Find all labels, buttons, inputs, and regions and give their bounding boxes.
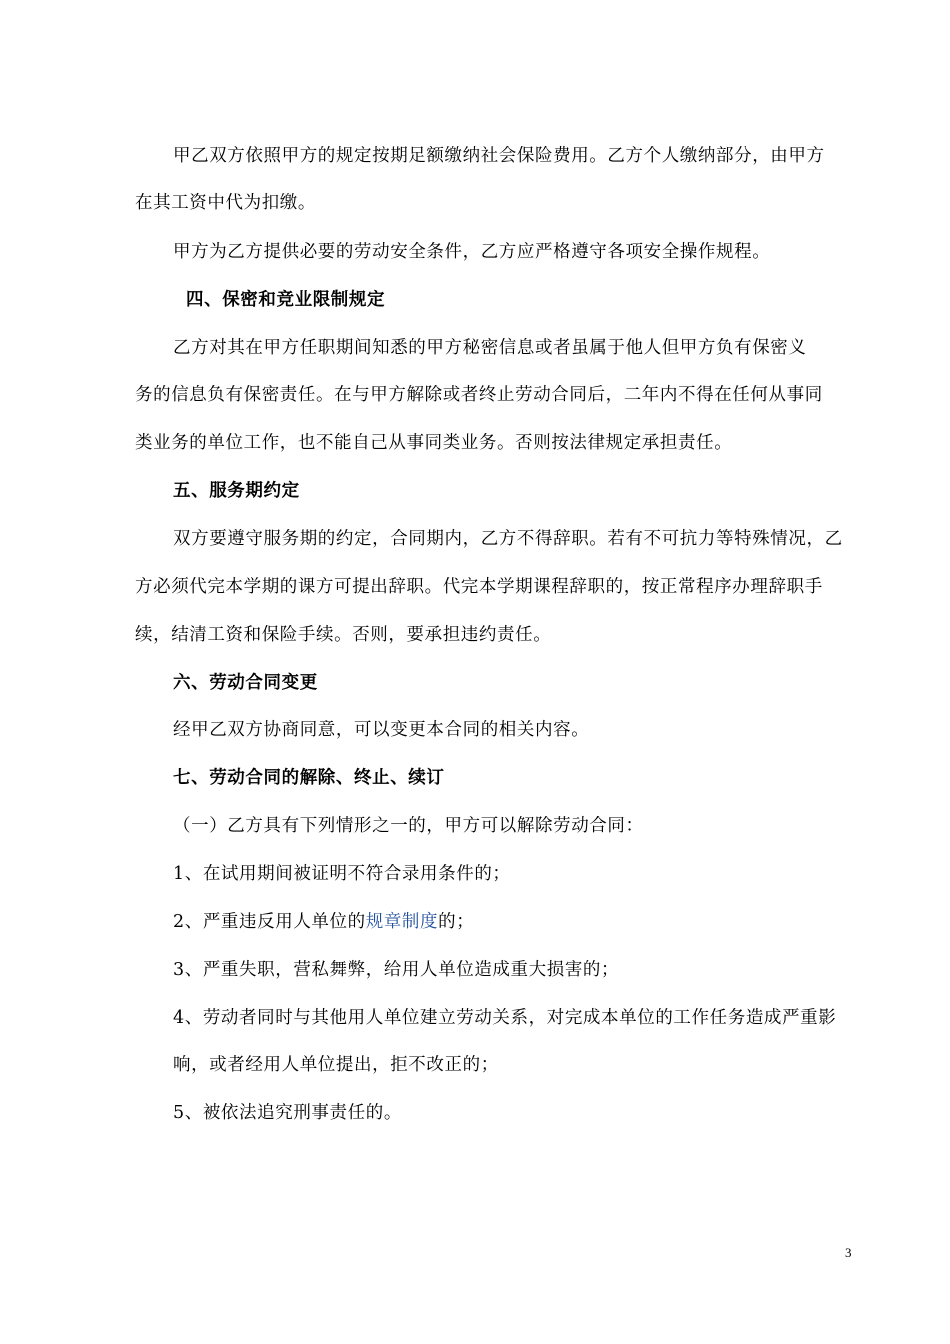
paragraph-line: 经甲乙双方协商同意，可以变更本合同的相关内容。 [173, 720, 590, 740]
rules-link[interactable]: 规章制度 [365, 912, 439, 932]
list-item-text: 的； [438, 912, 475, 932]
list-item-text: 2、严重违反用人单位的 [173, 912, 366, 932]
section-heading: 五、服务期约定 [173, 481, 300, 501]
paragraph-line: 甲方为乙方提供必要的劳动安全条件，乙方应严格遵守各项安全操作规程。 [173, 242, 771, 262]
paragraph-line: 务的信息负有保密责任。在与甲方解除或者终止劳动合同后，二年内不得在任何从事同 [135, 385, 823, 405]
paragraph-line: 甲乙双方依照甲方的规定按期足额缴纳社会保险费用。乙方个人缴纳部分，由甲方 [173, 146, 825, 166]
list-item [173, 910, 873, 934]
list-item: 3、严重失职，营私舞弊，给用人单位造成重大损害的； [173, 960, 620, 980]
section-heading: 六、劳动合同变更 [173, 673, 318, 693]
paragraph-line: 在其工资中代为扣缴。 [135, 193, 316, 213]
paragraph-line: 乙方对其在甲方任职期间知悉的甲方秘密信息或者虽属于他人但甲方负有保密义 [173, 338, 807, 358]
section-heading: 七、劳动合同的解除、终止、续订 [173, 768, 445, 788]
list-item: 响，或者经用人单位提出，拒不改正的； [173, 1055, 499, 1075]
paragraph-line: （一）乙方具有下列情形之一的，甲方可以解除劳动合同： [173, 816, 644, 836]
list-item: 5、被依法追究刑事责任的。 [173, 1103, 402, 1123]
paragraph-line: 续，结清工资和保险手续。否则，要承担违约责任。 [135, 625, 552, 645]
paragraph-line: 类业务的单位工作，也不能自己从事同类业务。否则按法律规定承担责任。 [135, 433, 733, 453]
paragraph-line: 方必须代完本学期的课方可提出辞职。代完本学期课程辞职的，按正常程序办理辞职手 [135, 577, 823, 597]
list-item: 4、劳动者同时与其他用人单位建立劳动关系，对完成本单位的工作任务造成严重影 [173, 1008, 837, 1028]
page-number: 3 [845, 1245, 852, 1260]
list-item: 1、在试用期间被证明不符合录用条件的； [173, 864, 511, 884]
section-heading: 四、保密和竞业限制规定 [186, 290, 386, 310]
paragraph-line: 双方要遵守服务期的约定，合同期内，乙方不得辞职。若有不可抗力等特殊情况，乙 [173, 529, 843, 549]
